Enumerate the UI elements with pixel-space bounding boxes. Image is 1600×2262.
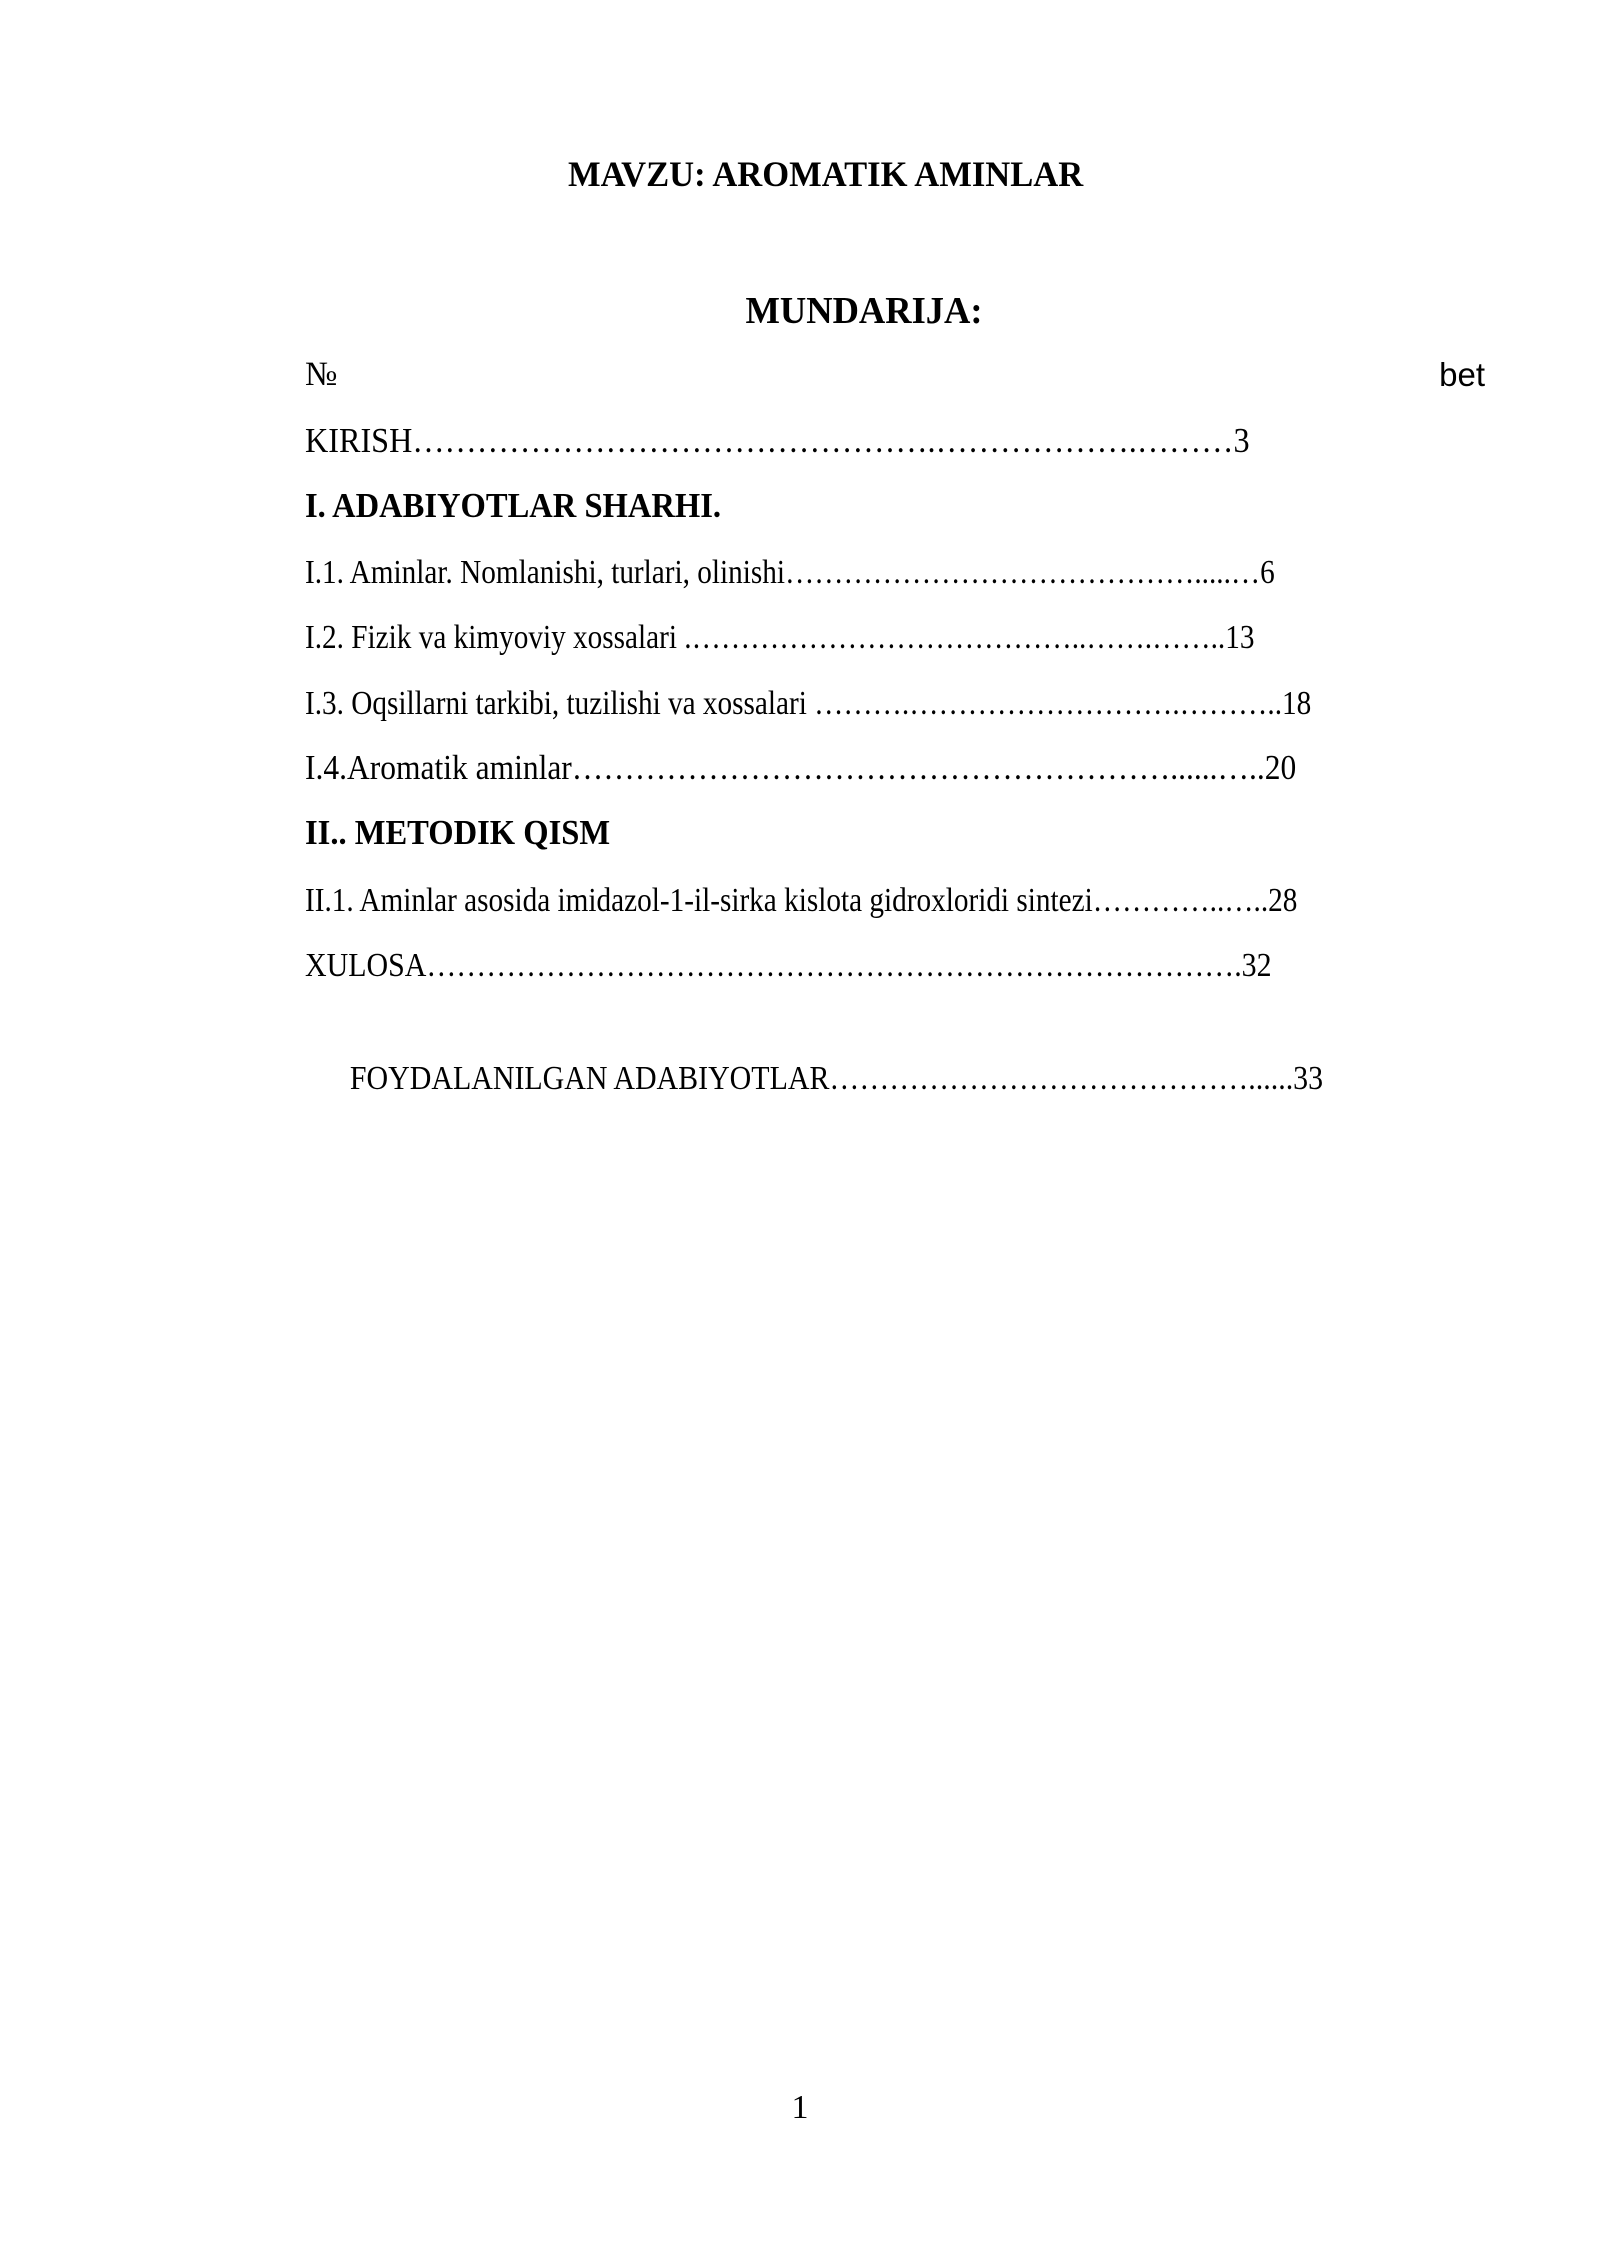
toc-entry-label: I.2. Fizik va kimyoviy xossalari . bbox=[305, 619, 692, 656]
toc-entry-label: KIRISH bbox=[305, 421, 413, 460]
toc-page-number: 20 bbox=[1264, 748, 1297, 787]
toc-section-label: I. ADABIYOTLAR SHARHI. bbox=[305, 486, 722, 525]
toc-leader-dots: …………………………………………………......….. bbox=[571, 748, 1265, 787]
toc-entry-label: FOYDALANILGAN ADABIYOTLAR bbox=[334, 1060, 830, 1097]
document-title: MAVZU: AROMATIK AMINLAR bbox=[567, 154, 1084, 194]
toc-page-column-label: bet bbox=[1439, 356, 1485, 393]
toc-entry-kirish[interactable] bbox=[305, 418, 1250, 464]
toc-leader-dots: …………..….. bbox=[1092, 882, 1269, 919]
toc-page-number: 6 bbox=[1260, 554, 1275, 591]
toc-page-number: 18 bbox=[1282, 685, 1312, 722]
toc-entry-1-2[interactable] bbox=[305, 615, 1254, 661]
toc-leader-dots: ………………………………………………………………………. bbox=[426, 947, 1242, 984]
toc-leader-dots: ……….……………………….……….. bbox=[814, 685, 1283, 722]
toc-leader-dots: …………………………………..…….…….. bbox=[691, 619, 1226, 656]
toc-entry-xulosa[interactable] bbox=[305, 943, 1272, 989]
toc-entry-1-4[interactable] bbox=[305, 745, 1296, 791]
toc-section-metodik-qism[interactable] bbox=[305, 810, 610, 856]
toc-page-number: 13 bbox=[1225, 619, 1255, 656]
toc-page-number: 33 bbox=[1293, 1060, 1324, 1097]
toc-entry-label: XULOSA bbox=[305, 947, 427, 984]
toc-page-number: 32 bbox=[1241, 947, 1272, 984]
page-number: 1 bbox=[791, 2089, 809, 2126]
toc-entry-label: I.4.Aromatik aminlar bbox=[305, 748, 572, 787]
toc-heading: MUNDARIJA: bbox=[745, 290, 983, 332]
toc-leader-dots: ………………………………………….……………….……… bbox=[412, 421, 1234, 460]
toc-entry-label: I.3. Oqsillarni tarkibi, tuzilishi va xossalari bbox=[305, 685, 815, 722]
toc-leader-dots: ……………………………………...... bbox=[829, 1060, 1294, 1097]
toc-page-number: 28 bbox=[1268, 882, 1298, 919]
toc-section-adabiyotlar-sharhi[interactable] bbox=[305, 483, 721, 529]
toc-entry-label: I.1. Aminlar. Nomlanishi, turlari, olinishi bbox=[305, 554, 786, 591]
toc-leader-dots: …………………………………….....… bbox=[785, 554, 1261, 591]
toc-entry-foydalanilgan-adabiyotlar[interactable] bbox=[305, 1010, 1323, 1148]
toc-page-number: 3 bbox=[1233, 421, 1250, 460]
toc-entry-2-1[interactable] bbox=[305, 878, 1297, 924]
toc-number-column-label: № bbox=[305, 356, 338, 393]
toc-entry-1-1[interactable] bbox=[305, 550, 1275, 596]
toc-section-label: II.. METODIK QISM bbox=[305, 813, 611, 852]
toc-entry-1-3[interactable] bbox=[305, 681, 1311, 727]
toc-entry-label: II.1. Aminlar asosida imidazol-1-il-sirka kislota gidroxloridi sintezi bbox=[305, 882, 1093, 919]
toc-column-header bbox=[305, 352, 1485, 402]
